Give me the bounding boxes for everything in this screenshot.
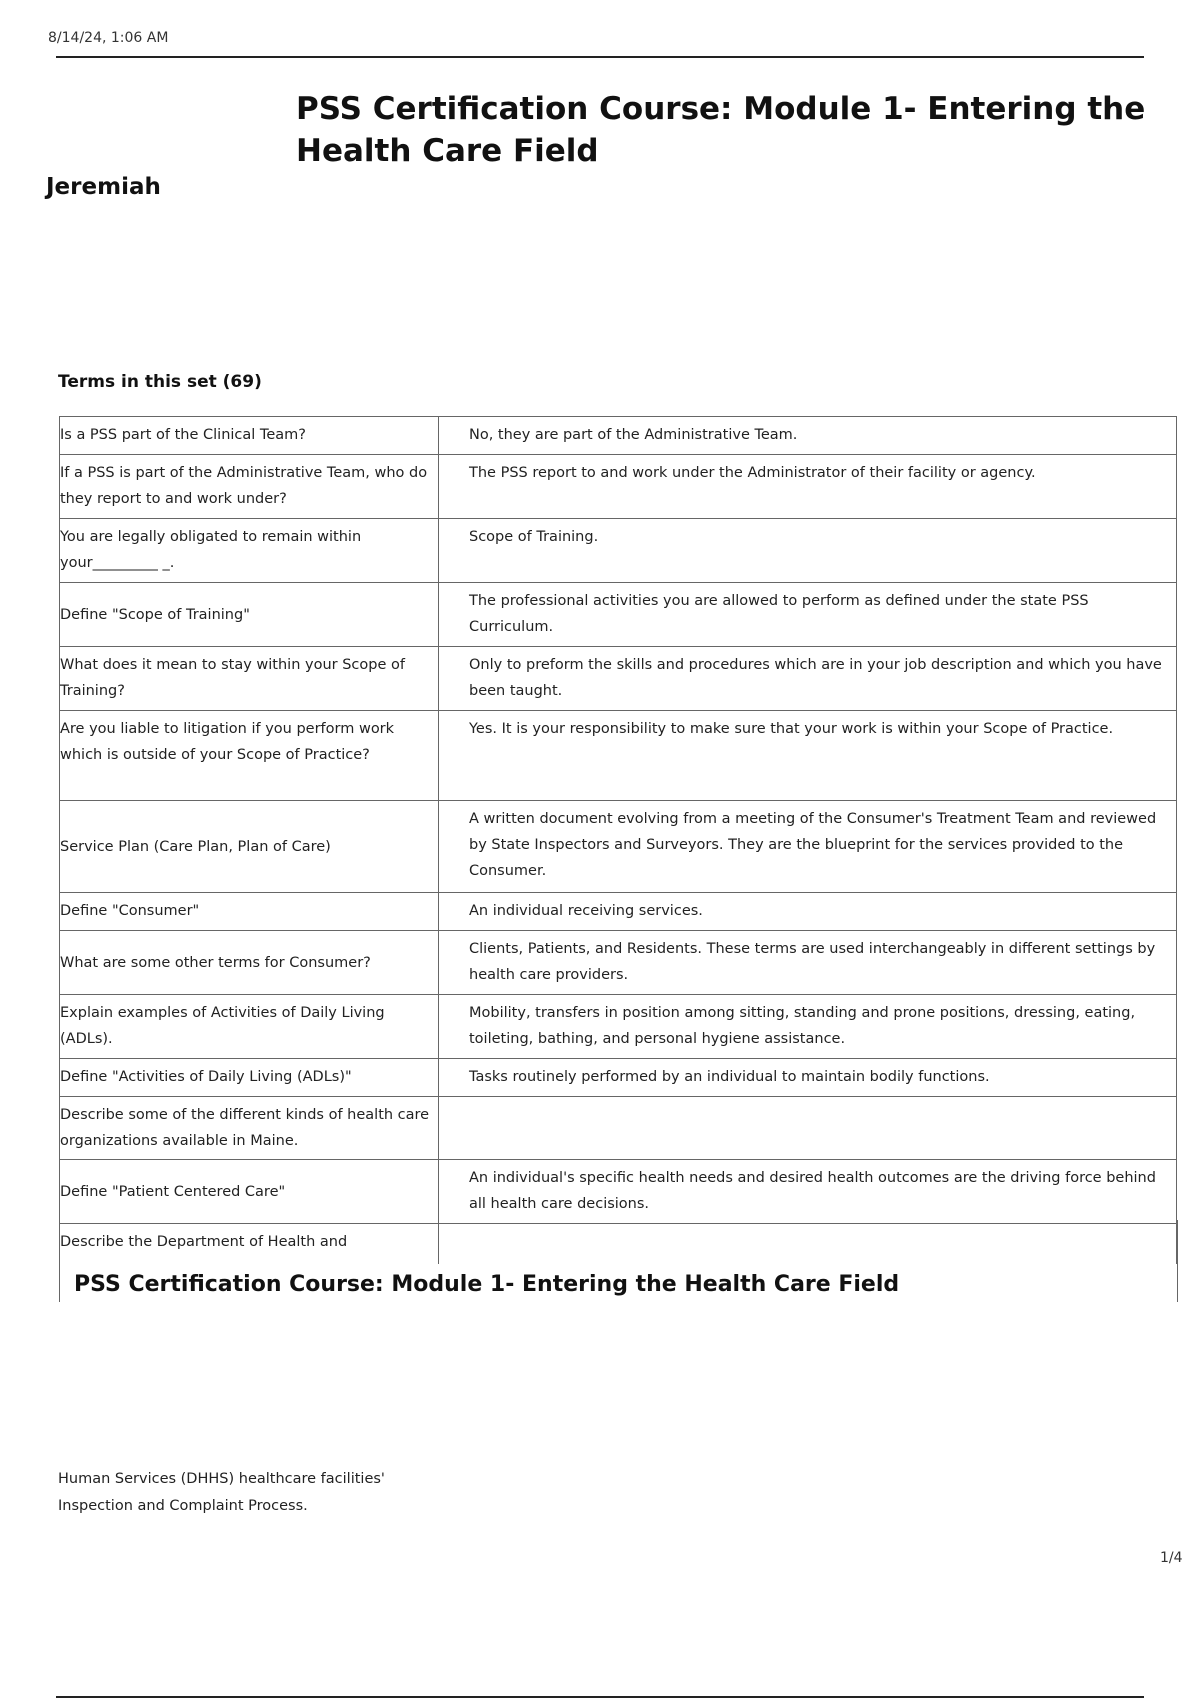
table-left-border xyxy=(59,1220,60,1302)
definition-cell: No, they are part of the Administrative Team. xyxy=(439,417,1177,455)
table-row xyxy=(60,647,1177,711)
table-right-border xyxy=(1177,1220,1178,1302)
term-cell: Define "Scope of Training" xyxy=(60,583,439,647)
definition-cell: A written document evolving from a meeting of the Consumer's Treatment Team and reviewed by State Inspectors and Surveyors. They are the blueprint for the services provided to the Consumer. xyxy=(439,801,1177,893)
term-cell: Define "Consumer" xyxy=(60,893,439,931)
definition-cell: The professional activities you are allowed to perform as defined under the state PSS Curriculum. xyxy=(439,583,1177,647)
definition-cell: An individual's specific health needs and desired health outcomes are the driving force behind all health care decisions. xyxy=(439,1160,1177,1224)
definition-cell: Only to preform the skills and procedures which are in your job description and which you have been taught. xyxy=(439,647,1177,711)
table-row xyxy=(60,519,1177,583)
footer-divider xyxy=(56,1696,1144,1698)
definition-cell: Scope of Training. xyxy=(439,519,1177,583)
term-cell: Explain examples of Activities of Daily Living (ADLs). xyxy=(60,995,439,1059)
table-row xyxy=(60,1059,1177,1097)
definition-cell: Mobility, transfers in position among sitting, standing and prone positions, dressing, eating, toileting, bathing, and personal hygiene assistance. xyxy=(439,995,1177,1059)
definition-cell xyxy=(439,1224,1177,1264)
definition-cell xyxy=(439,1097,1177,1160)
table-row xyxy=(60,801,1177,893)
table-row xyxy=(60,455,1177,519)
term-cell: Service Plan (Care Plan, Plan of Care) xyxy=(60,801,439,893)
table-row xyxy=(60,931,1177,995)
terms-count-heading: Terms in this set (69) xyxy=(58,372,262,392)
term-cell: Is a PSS part of the Clinical Team? xyxy=(60,417,439,455)
term-cell: What does it mean to stay within your Scope of Training? xyxy=(60,647,439,711)
term-cell: Describe some of the different kinds of health care organizations available in Maine. xyxy=(60,1097,439,1160)
table-row xyxy=(60,995,1177,1059)
definition-cell: Clients, Patients, and Residents. These terms are used interchangeably in different settings by health care providers. xyxy=(439,931,1177,995)
table-row xyxy=(60,893,1177,931)
continued-term-text: Human Services (DHHS) healthcare facilities' Inspection and Complaint Process. xyxy=(58,1471,385,1514)
table-row xyxy=(60,1160,1177,1224)
term-cell: Describe the Department of Health and xyxy=(60,1224,439,1264)
table-row xyxy=(60,417,1177,455)
terms-table xyxy=(59,416,1177,1264)
definition-cell: Yes. It is your responsibility to make sure that your work is within your Scope of Practice. xyxy=(439,711,1177,801)
definition-cell: An individual receiving services. xyxy=(439,893,1177,931)
document-title: PSS Certification Course: Module 1- Entering the Health Care Field xyxy=(296,91,1146,169)
term-cell: If a PSS is part of the Administrative Team, who do they report to and work under? xyxy=(60,455,439,519)
term-cell: Define "Patient Centered Care" xyxy=(60,1160,439,1224)
term-cell: Are you liable to litigation if you perform work which is outside of your Scope of Practice? xyxy=(60,711,439,801)
definition-cell: Tasks routinely performed by an individual to maintain bodily functions. xyxy=(439,1059,1177,1097)
table-row xyxy=(60,1097,1177,1160)
definition-cell: The PSS report to and work under the Administrator of their facility or agency. xyxy=(439,455,1177,519)
table-row xyxy=(60,1224,1177,1264)
table-row xyxy=(60,711,1177,801)
term-cell: You are legally obligated to remain within your_________ _. xyxy=(60,519,439,583)
print-timestamp: 8/14/24, 1:06 AM xyxy=(48,30,169,46)
term-cell: Define "Activities of Daily Living (ADLs)" xyxy=(60,1059,439,1097)
header-divider xyxy=(56,56,1144,58)
author-name: Jeremiah xyxy=(46,174,161,200)
term-cell: What are some other terms for Consumer? xyxy=(60,931,439,995)
table-row xyxy=(60,583,1177,647)
page-number: 1/4 xyxy=(1160,1550,1183,1566)
running-footer-title: PSS Certification Course: Module 1- Entering the Health Care Field xyxy=(74,1272,900,1297)
